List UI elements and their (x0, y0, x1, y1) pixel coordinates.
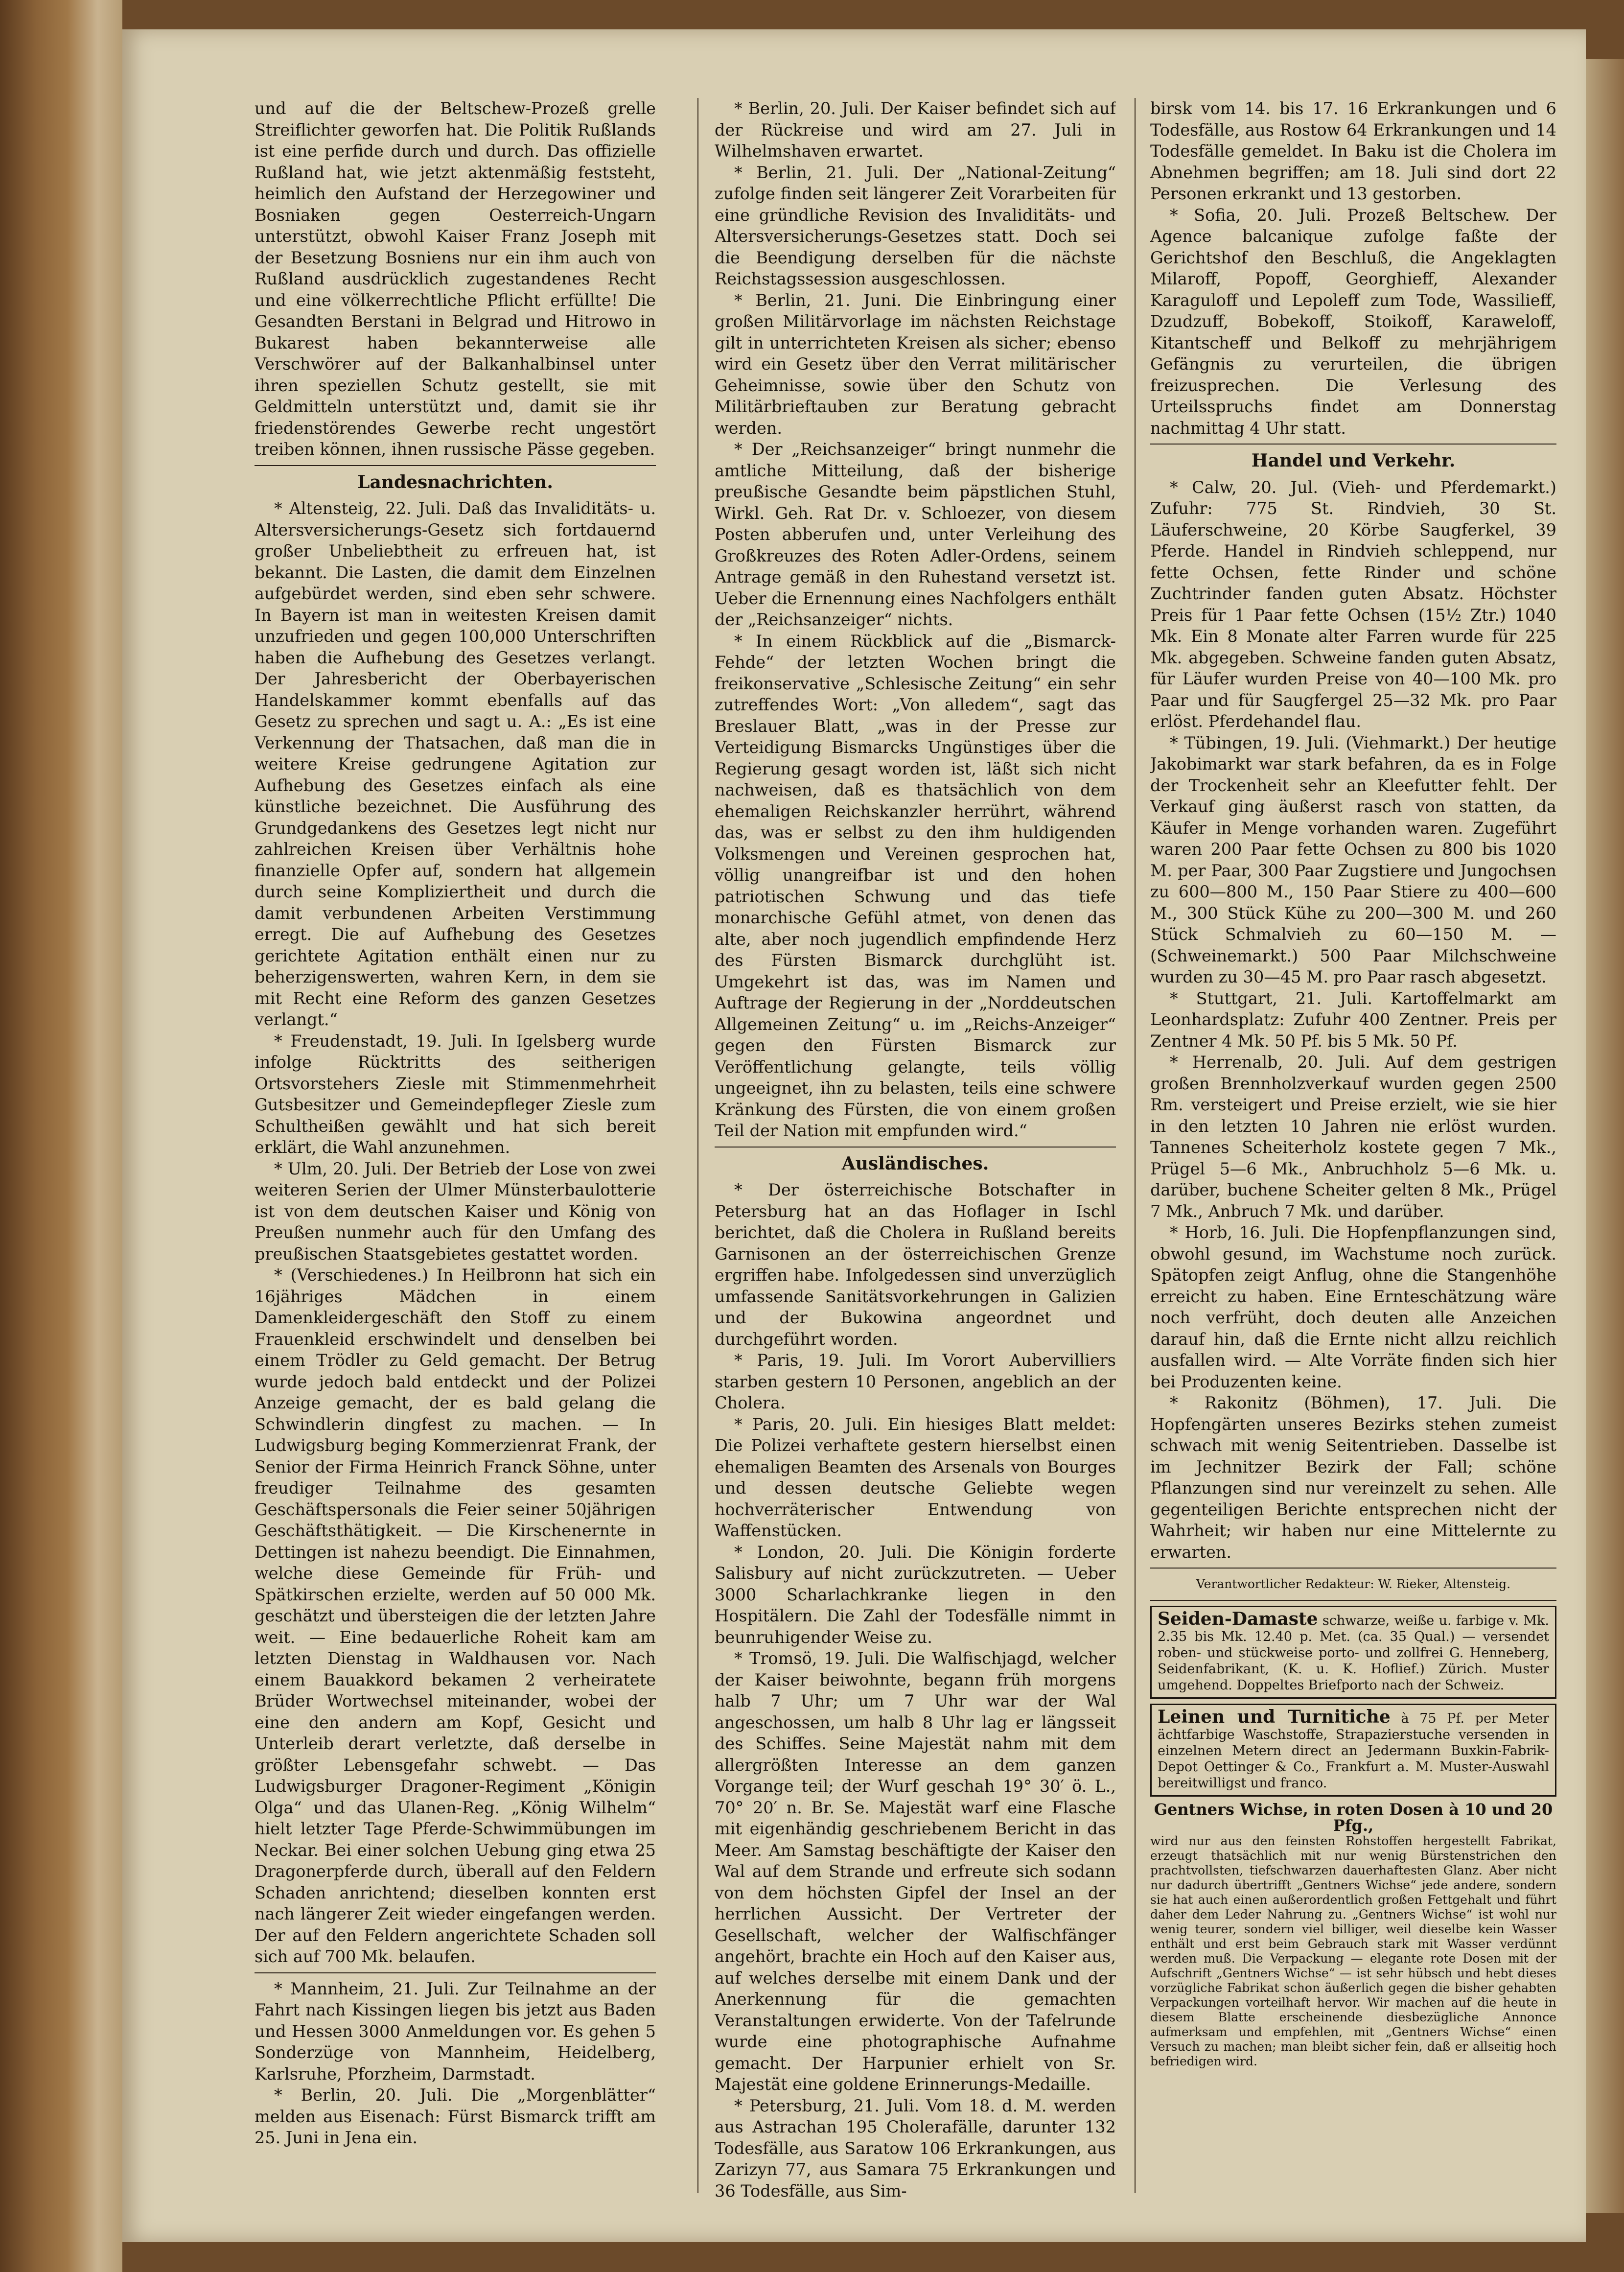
section-heading: Handel und Verkehr. (1251, 450, 1456, 471)
column-rule (697, 98, 698, 2193)
article-text: * Freudenstadt, 19. Juli. In Igelsberg wurde infolge Rücktritts des seitherigen Ortsvorstehers Ziesle mit Stimmenmehrheit Gutsbesitzer und Gemeindepfleger Ziesle zum Schultheißen gewählt und hat sich bereit erklärt, die Wahl anzunehmen. (255, 1031, 656, 1157)
article-text: * Stuttgart, 21. Juli. Kartoffelmarkt am Leonhardsplatz: Zufuhr 400 Zentner. Preis per Zentner 4 Mk. 50 Pf. bis 5 Mk. 50 Pf. (1150, 988, 1556, 1051)
ad-body: à 75 Pf. per Meter ächtfarbige Waschstoffe, Strapazierstuche versenden in einzelnen Metern direct an Jedermann Buxkin-Fabrik-Depot Oettinger & Co., Frankfurt a. M. Muster-Auswahl bereitwilligst und franco. (1158, 1710, 1550, 1791)
article-text: * (Verschiedenes.) In Heilbronn hat sich ein 16jähriges Mädchen in einem Damenkleidergeschäft den Stoff zu einem Frauenkleid erschwindelt und denselben bei einem Trödler zu Geld gemacht. Der Betrug wurde jedoch bald entdeckt und der Polizei Anzeige gemacht, der es bald gelang die Schwindlerin dingfest zu machen. — In Ludwigsburg beging Kommerzienrat Frank, der Senior der Firma Heinrich Franck Söhne, unter freudiger Teilnahme des gesamten Geschäftspersonals die Feier seiner 50jährigen Geschäftsthätigkeit. — Die Kirschenernte in Dettingen ist nahezu beendigt. Die Einnahmen, welche diese Gemeinde für Früh- und Spätkirschen erzielte, werden auf 50 000 Mk. geschätzt und übersteigen die der letzten Jahre weit. — Eine bedauerliche Roheit kam am letzten Dienstag in Waldhausen vor. Nach einem Bauakkord bekamen 2 verheiratete Brüder Wortwechsel miteinander, wobei der eine den andern am Kopf, Gesicht und Unterleib derart verletzte, daß derselbe in größter Lebensgefahr schwebt. — Das Ludwigsburger Dragoner-Regiment „Königin Olga“ und das Ulanen-Reg. „König Wilhelm“ hielt letzter Tage Pferde-Schwimmübungen im Neckar. Bei einer solchen Uebung ging etwa 25 Dragonerpferde durch, überall auf den Feldern Schaden anrichtend; dieselben konnten erst nach längerer Zeit wieder eingefangen werden. Der auf den Feldern angerichtete Schaden soll sich auf 700 Mk. belaufen. (255, 1265, 656, 1966)
section-rule (255, 465, 656, 466)
advertisement-linen (1150, 1704, 1556, 1797)
section-rule (255, 1972, 656, 1973)
article-text: * Altensteig, 22. Juli. Daß das Invaliditäts- u. Altersversicherungs-Gesetz sich fortdauernd großer Unbeliebtheit zu erfreuen hat, ist bekannt. Die Lasten, die damit dem Einzelnen aufgebürdet werden, sind eben sehr schwere. In Bayern ist man in weitesten Kreisen damit unzufrieden und gegen 100,000 Unterschriften haben die Aufhebung des Gesetzes verlangt. Der Jahresbericht der Oberbayerischen Handelskammer kommt ebenfalls auf das Gesetz zu sprechen und sagt u. A.: „Es ist eine Verkennung der Thatsachen, daß man die in weitere Kreise gedrungene Agitation zur Aufhebung des Gesetzes einfach als eine künstliche bezeichnet. Die Ausführung des Grundgedankens des Gesetzes legt nicht nur zahlreichen Kreisen über Verhältnis hohe finanzielle Opfer auf, sondern hat allgemein durch seine Kompliziertheit und durch die damit verbundenen Arbeiten Verstimmung erregt. Die auf Aufhebung des Gesetzes gerichtete Agitation enthält einen nur zu beherzigenswerten, wahren Kern, in dem sie mit Recht eine Reform des ganzen Gesetzes verlangt.“ (255, 499, 656, 1029)
article-text: * Berlin, 21. Juli. Der „National-Zeitung“ zufolge finden seit längerer Zeit Vorarbeiten für eine gründliche Revision des Invaliditäts- und Altersversicherungs-Gesetzes statt. Doch sei die Beendigung derselben für die nächste Reichstagssession ausgeschlossen. (715, 163, 1116, 288)
section-rule (1150, 444, 1556, 445)
article-text: * Berlin, 21. Juni. Die Einbringung einer großen Militärvorlage im nächsten Reichstage gilt in unterrichteten Kreisen als sicher; ebenso wird ein Gesetz über den Verrat militärischer Geheimnisse, sowie über den Schutz von Militärbrieftauben zur Beratung gebracht werden. (715, 290, 1116, 438)
article-text: * Berlin, 20. Juli. Der Kaiser befindet sich auf der Rückreise und wird am 27. Juli in Wilhelmshaven erwartet. (715, 99, 1116, 161)
article-text: * Paris, 19. Juli. Im Vorort Aubervilliers starben gestern 10 Personen, angeblich an der Cholera. (715, 1351, 1116, 1412)
column-3 (1150, 98, 1556, 2203)
column-rule (1135, 98, 1136, 2193)
article-text: * Berlin, 20. Juli. Die „Morgenblätter“ melden aus Eisenach: Fürst Bismarck trifft am 25. Juni in Jena ein. (255, 2085, 656, 2147)
article-text: * Calw, 20. Jul. (Vieh- und Pferdemarkt.) Zufuhr: 775 St. Rindvieh, 30 St. Läuferschweine, 20 Körbe Saugferkel, 39 Pferde. Handel in Rindvieh schleppend, nur fette Ochsen, fette Rinder und schöne Zuchtrinder fanden guten Absatz. Höchster Preis für 1 Paar fette Ochsen (15½ Ztr.) 1040 Mk. Ein 8 Monate alter Farren wurde für 225 Mk. abgegeben. Schweine fanden guten Absatz, für Läufer wurden Preise von 40—100 Mk. pro Paar und für Saugfergel 25—32 Mk. pro Paar erlöst. Pferdehandel flau. (1150, 477, 1556, 731)
editor-line: Verantwortlicher Redakteur: W. Rieker, Altensteig. (1196, 1577, 1511, 1591)
article-text: und auf die der Beltschew-Prozeß grelle Streiflichter geworfen hat. Die Politik Rußlands ist eine perfide durch und durch. Das offizielle Rußland hat, wie jetzt aktenmäßig feststeht, heimlich den Aufstand der Herzegowiner und Bosniaken gegen Oesterreich-Ungarn unterstützt, obwohl Kaiser Franz Joseph mit der Besetzung Bosniens nur ein ihm auch von Rußland ausdrücklich zugestandenes Recht und eine völkerrechtliche Pflicht erfüllte! Die Gesandten Berstani in Belgrad und Hitrowo in Bukarest haben bekannterweise alle Verschwörer auf der Balkanhalbinsel unter ihren speziellen Schutz gestellt, sie mit Geldmitteln unterstützt und, damit sie ihr friedenstörendes Gewerbe recht ungestört treiben können, ihnen russische Pässe gegeben. (255, 99, 656, 459)
ad-body: wird nur aus den feinsten Rohstoffen hergestellt Fabrikat, erzeugt thatsächlich mit nur wenig Bürstenstrichen den prachtvollsten, tiefschwarzen dauerhaftesten Glanz. Aber nicht nur dadurch übertrifft „Gentners Wichse“ jede andere, sondern sie hat auch einen außerordentlich großen Fettgehalt und führt daher dem Leder Nahrung zu. „Gentners Wichse“ ist wohl nur wenig teurer, sondern viel billiger, weil dieselbe kein Wasser enthält und erst beim Gebrauch stark mit Wasser verdünnt werden muß. Die Verpackung — elegante rote Dosen mit der Aufschrift „Gentners Wichse“ — ist sehr hübsch und hebt dieses vorzügliche Fabrikat schon äußerlich gegen die bisher gehabten Verpackungen vorteilhaft hervor. Wir machen auf die heute in diesem Blatte erscheinende diesbezügliche Annonce aufmerksam und empfehlen, mit „Gentners Wichse“ einen Versuch zu machen; man bleibt sicher fein, daß er allseitig hoch befriedigen wird. (1150, 1833, 1556, 2068)
article-text: * Tübingen, 19. Juli. (Viehmarkt.) Der heutige Jakobimarkt war stark befahren, da es in Folge der Trockenheit sehr an Kleefutter fehlt. Der Verkauf ging äußerst rasch von statten, da Käufer in Menge vorhanden waren. Zugeführt waren 200 Paar fette Ochsen zu 800 bis 1020 M. per Paar, 300 Paar Zugstiere und Jungochsen zu 600—800 M., 150 Paar Stiere zu 400—600 M., 300 Stück Kühe zu 200—300 M. und 260 Stück Schmalvieh zu 60—150 M. — (Schweinemarkt.) 500 Paar Milchschweine wurden zu 30—45 M. pro Paar rasch abgesetzt. (1150, 733, 1556, 986)
ad-title: Seiden-Damaste (1158, 1608, 1318, 1629)
column-2 (715, 98, 1116, 2203)
article-text: * Herrenalb, 20. Juli. Auf dem gestrigen großen Brennholzverkauf wurden gegen 2500 Rm. versteigert und Preise erzielt, wie sie hier in den letzten 10 Jahren nie erlöst wurden. Tannenes Scheiterholz kostete gegen 7 Mk., Prügel 5—6 Mk., Anbruchholz 5—6 Mk. u. darüber, buchene Scheiter gelten 8 Mk., Prügel 7 Mk., Anbruch 7 Mk. und darüber. (1150, 1053, 1556, 1221)
ad-title: Gentners Wichse, in roten Dosen à 10 und 20 Pfg., (1154, 1800, 1553, 1835)
article-text: * Petersburg, 21. Juli. Vom 18. d. M. werden aus Astrachan 195 Cholerafälle, darunter 132 Todesfälle, aus Saratow 106 Erkrankungen, aus Zarizyn 77, aus Samara 75 Erkrankungen und 36 Todesfälle, aus Sim- (715, 2096, 1116, 2201)
section-rule (715, 1147, 1116, 1148)
ad-body: schwarze, weiße u. farbige v. Mk. 2.35 bis Mk. 12.40 p. Met. (ca. 35 Qual.) — versendet roben- und stückweise porto- und zollfrei G. Henneberg, Seidenfabrikant, (K. u. K. Hoflief.) Zürich. Muster umgehend. Doppeltes Briefporto nach der Schweiz. (1158, 1613, 1549, 1693)
article-text: * Der österreichische Botschafter in Petersburg hat an das Hoflager in Ischl berichtet, daß die Cholera in Rußland bereits Garnisonen an der österreichischen Grenze ergriffen habe. Infolgedessen sind unverzüglich umfassende Sanitätsvorkehrungen in Galizien und der Bukowina angeordnet und durchgeführt worden. (715, 1180, 1116, 1349)
section-heading: Landesnachrichten. (357, 471, 553, 492)
article-text: * Horb, 16. Juli. Die Hopfenpflanzungen sind, obwohl gesund, im Wachstume noch zurück. Spätopfen zeigt Anflug, ohne die Stangenhöhe erreicht zu haben. Eine Ernteschätzung wäre noch verfrüht, doch deuten alle Anzeichen darauf hin, daß die Ernte nicht allzu reichlich ausfallen wird. — Alte Vorräte finden sich hier bei Produzenten keine. (1150, 1223, 1556, 1391)
article-text: * Sofia, 20. Juli. Prozeß Beltschew. Der Agence balcanique zufolge faßte der Gerichtshof den Beschluß, die Angeklagten Milaroff, Popoff, Georghieff, Alexander Karaguloff und Lepoleff zum Tode, Wassilieff, Dzudzuff, Bobekoff, Stoikoff, Karaweloff, Kitantscheff und Belkoff zu mehrjährigem Gefängnis zu verurteilen, die übrigen freizusprechen. Die Verlesung des Urteilsspruchs findet am Donnerstag nachmittag 4 Uhr statt. (1150, 205, 1556, 438)
article-text: * London, 20. Juli. Die Königin forderte Salisbury auf nicht zurückzutreten. — Ueber 3000 Scharlachkranke liegen in den Hospitälern. Die Zahl der Todesfälle nimmt in beunruhigender Weise zu. (715, 1542, 1116, 1647)
advertisement-polish (1150, 1802, 1556, 2069)
article-text: * Paris, 20. Juli. Ein hiesiges Blatt meldet: Die Polizei verhaftete gestern hierselbst einen ehemaligen Beamten des Arsenals von Bourges und dessen deutsche Geliebte wegen hochverräterischer Entwendung von Waffenstücken. (715, 1414, 1116, 1540)
article-text: birsk vom 14. bis 17. 16 Erkrankungen und 6 Todesfälle, aus Rostow 64 Erkrankungen und 14 Todesfälle gemeldet. In Baku ist die Cholera im Abnehmen begriffen; am 18. Juli sind dort 22 Personen erkrankt und 13 gestorben. (1150, 99, 1556, 203)
article-text: * Ulm, 20. Juli. Der Betrieb der Lose von zwei weiteren Serien der Ulmer Münsterbaulotterie ist von dem deutschen Kaiser und König von Preußen nunmehr auch für den Umfang des preußischen Staatsgebietes gestattet worden. (255, 1159, 656, 1264)
column-1 (255, 98, 656, 2203)
section-rule (1150, 1568, 1556, 1569)
ad-title: Leinen und Turnitiche (1158, 1706, 1391, 1727)
page-edge (1586, 59, 1624, 2213)
advertisement-silk (1150, 1606, 1556, 1699)
section-heading: Ausländisches. (841, 1153, 989, 1174)
book-spine (0, 0, 122, 2272)
section-rule (1150, 1600, 1556, 1601)
article-text: * Rakonitz (Böhmen), 17. Juli. Die Hopfengärten unseres Bezirks stehen zumeist schwach mit wenig Seitentrieben. Dasselbe ist im Jechnitzer Bezirk der Fall; schöne Pflanzungen sind nur vereinzelt zu sehen. Alle gegenteiligen Berichte entsprechen nicht der Wahrheit; wir haben nur eine Mittelernte zu erwarten. (1150, 1393, 1556, 1562)
article-text: * Mannheim, 21. Juli. Zur Teilnahme an der Fahrt nach Kissingen liegen bis jetzt aus Baden und Hessen 3000 Anmeldungen vor. Es gehen 5 Sonderzüge von Mannheim, Heidelberg, Karlsruhe, Pforzheim, Darmstadt. (255, 1979, 656, 2084)
article-text: * Der „Reichsanzeiger“ bringt nunmehr die amtliche Mitteilung, daß der bisherige preußische Gesandte beim päpstlichen Stuhl, Wirkl. Geh. Rat Dr. v. Schloezer, von diesem Posten abberufen und, unter Verleihung des Großkreuzes des Roten Adler-Ordens, seinem Antrage gemäß in den Ruhestand versetzt ist. Ueber die Ernennung eines Nachfolgers enthält der „Reichsanzeiger“ nichts. (715, 440, 1116, 629)
article-text: * Tromsö, 19. Juli. Die Walfischjagd, welcher der Kaiser beiwohnte, begann früh morgens halb 7 Uhr; um 7 Uhr war der Wal angeschossen, um halb 8 Uhr lag er längsseit des Schiffes. Seine Majestät nahm mit dem allergrößten Interesse an dem ganzen Vorgange teil; der Wurf geschah 19° 30′ ö. L., 70° 20′ n. Br. Se. Majestät warf eine Flasche mit eigenhändig geschriebenem Bericht in das Meer. Am Samstag beschäftigte der Kaiser den Wal auf dem Strande und erfreute sich sodann von dem höchsten Gipfel der Insel an der herrlichen Aussicht. Der Vertreter der Gesellschaft, welcher der Walfischfänger angehört, brachte ein Hoch auf den Kaiser aus, auf welches derselbe mit einem Dank und der Anerkennung für die gemachten Veranstaltungen erwiderte. Von der Tafelrunde wurde eine photographische Aufnahme gemacht. Der Harpunier erhielt von Sr. Majestät eine goldene Erinnerungs-Medaille. (715, 1649, 1116, 2094)
article-text: * In einem Rückblick auf die „Bismarck-Fehde“ der letzten Wochen bringt die freikonservative „Schlesische Zeitung“ ein sehr zutreffendes Wort: „Von alledem“, sagt das Breslauer Blatt, „was in der Presse zur Verteidigung Bismarcks Ungünstiges über die Regierung gesagt worden ist, läßt sich nicht nachweisen, daß es thatsächlich von dem ehemaligen Reichskanzler herrührt, während das, was er selbst zu den ihm huldigenden Volksmengen und Vereinen gesprochen hat, völlig unangreifbar ist und den hohen patriotischen Schwung und das tiefe monarchische Gefühl atmet, von denen das alte, aber noch jugendlich empfindende Herz des Fürsten Bismarck durchglüht ist. Umgekehrt ist das, was im Namen und Auftrage der Regierung in der „Norddeutschen Allgemeinen Zeitung“ u. im „Reichs-Anzeiger“ gegen den Fürsten Bismarck zur Veröffentlichung gelangte, teils völlig ungeeignet, ihn zu belasten, teils eine schwere Kränkung des Fürsten, die von einem großen Teil der Nation mit empfunden wird.“ (715, 631, 1116, 1140)
